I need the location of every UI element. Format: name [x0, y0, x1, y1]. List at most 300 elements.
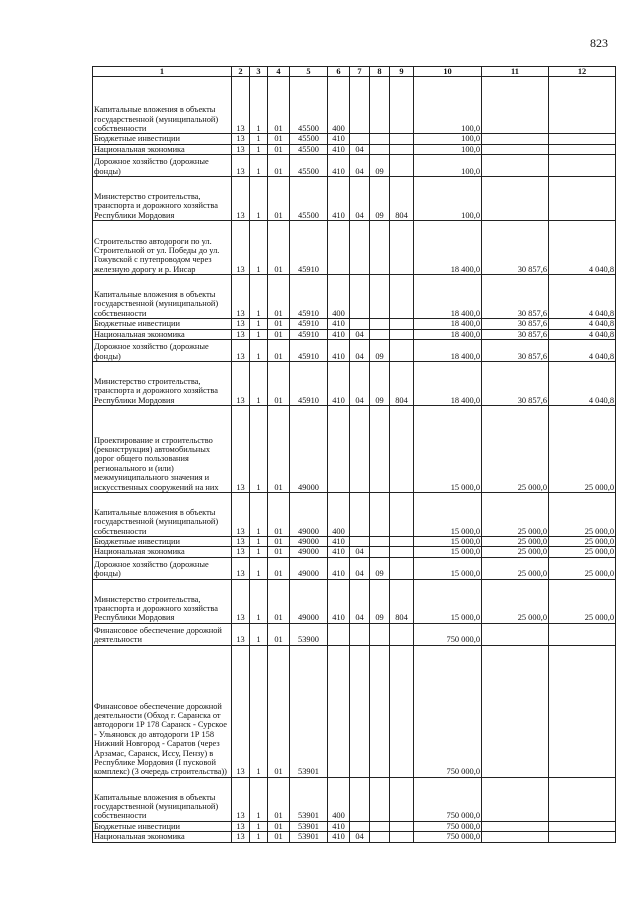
section-code-cell: 13 [232, 645, 250, 777]
target-article-cell: 45500 [290, 155, 328, 177]
amount-year-1-cell: 100,0 [414, 155, 482, 177]
ministry-code-cell [390, 777, 414, 821]
chapter-cell [350, 406, 370, 493]
section-code-cell: 13 [232, 777, 250, 821]
amount-year-2-cell: 30 857,6 [482, 362, 549, 406]
subsection-cell [370, 144, 390, 154]
header-cell: 5 [290, 67, 328, 77]
header-cell: 10 [414, 67, 482, 77]
section-code-cell: 13 [232, 623, 250, 645]
budget-table [92, 66, 616, 843]
subsection-cell [370, 221, 390, 275]
target-article-cell: 45910 [290, 275, 328, 319]
amount-year-2-cell: 30 857,6 [482, 340, 549, 362]
amount-year-3-cell [549, 623, 616, 645]
event-code-cell: 01 [268, 579, 290, 623]
target-article-cell: 45500 [290, 77, 328, 134]
expense-type-cell: 410 [328, 177, 350, 221]
amount-year-1-cell: 750 000,0 [414, 623, 482, 645]
target-article-cell: 49000 [290, 557, 328, 579]
event-code-cell: 01 [268, 493, 290, 537]
amount-year-2-cell [482, 155, 549, 177]
subsection-cell [370, 537, 390, 547]
target-article-cell: 45910 [290, 340, 328, 362]
amount-year-2-cell [482, 821, 549, 831]
table-row [93, 329, 616, 339]
event-code-cell: 01 [268, 177, 290, 221]
amount-year-2-cell [482, 777, 549, 821]
row-name-cell: Министерство строительства, транспорта и дорожного хозяйства Республики Мордовия [93, 579, 232, 623]
amount-year-2-cell: 30 857,6 [482, 275, 549, 319]
subprogram-code-cell: 1 [250, 821, 268, 831]
ministry-code-cell [390, 77, 414, 134]
chapter-cell [350, 134, 370, 144]
expense-type-cell [328, 221, 350, 275]
amount-year-1-cell: 100,0 [414, 77, 482, 134]
row-name-cell: Финансовое обеспечение дорожной деятельности [93, 623, 232, 645]
section-code-cell: 13 [232, 134, 250, 144]
amount-year-3-cell: 25 000,0 [549, 579, 616, 623]
table-row [93, 777, 616, 821]
section-code-cell: 13 [232, 362, 250, 406]
subsection-cell [370, 319, 390, 329]
subsection-cell [370, 406, 390, 493]
event-code-cell: 01 [268, 77, 290, 134]
header-cell: 4 [268, 67, 290, 77]
row-name-cell: Бюджетные инвестиции [93, 319, 232, 329]
amount-year-3-cell: 25 000,0 [549, 406, 616, 493]
amount-year-2-cell: 25 000,0 [482, 579, 549, 623]
amount-year-1-cell: 18 400,0 [414, 362, 482, 406]
ministry-code-cell [390, 547, 414, 557]
ministry-code-cell [390, 832, 414, 842]
row-name-cell: Министерство строительства, транспорта и дорожного хозяйства Республики Мордовия [93, 177, 232, 221]
subprogram-code-cell: 1 [250, 547, 268, 557]
target-article-cell: 45500 [290, 134, 328, 144]
amount-year-3-cell [549, 832, 616, 842]
subprogram-code-cell: 1 [250, 406, 268, 493]
expense-type-cell: 410 [328, 557, 350, 579]
target-article-cell: 45500 [290, 144, 328, 154]
event-code-cell: 01 [268, 645, 290, 777]
subsection-cell [370, 134, 390, 144]
header-cell: 2 [232, 67, 250, 77]
amount-year-1-cell: 18 400,0 [414, 275, 482, 319]
amount-year-3-cell [549, 155, 616, 177]
amount-year-1-cell: 750 000,0 [414, 821, 482, 831]
row-name-cell: Национальная экономика [93, 144, 232, 154]
row-name-cell: Бюджетные инвестиции [93, 537, 232, 547]
ministry-code-cell [390, 645, 414, 777]
table-row [93, 77, 616, 134]
amount-year-1-cell: 15 000,0 [414, 579, 482, 623]
subsection-cell [370, 275, 390, 319]
amount-year-3-cell: 25 000,0 [549, 537, 616, 547]
event-code-cell: 01 [268, 362, 290, 406]
chapter-cell [350, 77, 370, 134]
subprogram-code-cell: 1 [250, 221, 268, 275]
table-row [93, 155, 616, 177]
amount-year-1-cell: 18 400,0 [414, 221, 482, 275]
amount-year-2-cell: 25 000,0 [482, 557, 549, 579]
chapter-cell [350, 275, 370, 319]
event-code-cell: 01 [268, 557, 290, 579]
subprogram-code-cell: 1 [250, 275, 268, 319]
amount-year-2-cell: 25 000,0 [482, 493, 549, 537]
row-name-cell: Дорожное хозяйство (дорожные фонды) [93, 557, 232, 579]
section-code-cell: 13 [232, 579, 250, 623]
chapter-cell [350, 777, 370, 821]
event-code-cell: 01 [268, 275, 290, 319]
chapter-cell [350, 645, 370, 777]
expense-type-cell: 410 [328, 832, 350, 842]
target-article-cell: 49000 [290, 406, 328, 493]
event-code-cell: 01 [268, 329, 290, 339]
event-code-cell: 01 [268, 832, 290, 842]
row-name-cell: Национальная экономика [93, 547, 232, 557]
target-article-cell: 53901 [290, 832, 328, 842]
row-name-cell: Строительство автодороги по ул. Строительной от ул. Победы до ул. Гожувской с путепроводом через железную дорогу и р. Инсар [93, 221, 232, 275]
amount-year-1-cell: 15 000,0 [414, 493, 482, 537]
section-code-cell: 13 [232, 177, 250, 221]
section-code-cell: 13 [232, 319, 250, 329]
ministry-code-cell [390, 275, 414, 319]
subprogram-code-cell: 1 [250, 557, 268, 579]
expense-type-cell: 410 [328, 134, 350, 144]
target-article-cell: 45910 [290, 319, 328, 329]
ministry-code-cell: 804 [390, 177, 414, 221]
header-cell: 8 [370, 67, 390, 77]
row-name-cell: Национальная экономика [93, 832, 232, 842]
row-name-cell: Бюджетные инвестиции [93, 821, 232, 831]
row-name-cell: Капитальные вложения в объекты государственной (муниципальной) собственности [93, 275, 232, 319]
row-name-cell: Проектирование и строительство (реконструкция) автомобильных дорог общего пользования регионального и (или) межмуниципального значения и искусственных сооружений на них [93, 406, 232, 493]
ministry-code-cell [390, 623, 414, 645]
subsection-cell [370, 821, 390, 831]
chapter-cell [350, 821, 370, 831]
chapter-cell [350, 493, 370, 537]
event-code-cell: 01 [268, 406, 290, 493]
expense-type-cell: 410 [328, 340, 350, 362]
chapter-cell: 04 [350, 362, 370, 406]
expense-type-cell: 410 [328, 579, 350, 623]
target-article-cell: 49000 [290, 493, 328, 537]
amount-year-2-cell: 25 000,0 [482, 537, 549, 547]
expense-type-cell: 410 [328, 821, 350, 831]
ministry-code-cell [390, 493, 414, 537]
section-code-cell: 13 [232, 832, 250, 842]
header-cell: 11 [482, 67, 549, 77]
subprogram-code-cell: 1 [250, 155, 268, 177]
amount-year-2-cell [482, 832, 549, 842]
subprogram-code-cell: 1 [250, 177, 268, 221]
target-article-cell: 45500 [290, 177, 328, 221]
event-code-cell: 01 [268, 319, 290, 329]
expense-type-cell: 410 [328, 537, 350, 547]
subsection-cell [370, 777, 390, 821]
event-code-cell: 01 [268, 547, 290, 557]
amount-year-3-cell: 4 040,8 [549, 275, 616, 319]
table-row [93, 832, 616, 842]
target-article-cell: 49000 [290, 579, 328, 623]
target-article-cell: 53901 [290, 821, 328, 831]
ministry-code-cell: 804 [390, 362, 414, 406]
subprogram-code-cell: 1 [250, 134, 268, 144]
table-row [93, 406, 616, 493]
ministry-code-cell [390, 406, 414, 493]
row-name-cell: Дорожное хозяйство (дорожные фонды) [93, 340, 232, 362]
amount-year-2-cell [482, 144, 549, 154]
table-row [93, 221, 616, 275]
chapter-cell: 04 [350, 557, 370, 579]
subprogram-code-cell: 1 [250, 623, 268, 645]
subsection-cell [370, 547, 390, 557]
ministry-code-cell [390, 557, 414, 579]
amount-year-3-cell: 4 040,8 [549, 362, 616, 406]
amount-year-3-cell [549, 821, 616, 831]
target-article-cell: 53901 [290, 645, 328, 777]
subsection-cell: 09 [370, 155, 390, 177]
section-code-cell: 13 [232, 155, 250, 177]
table-row [93, 319, 616, 329]
header-row [93, 67, 616, 77]
amount-year-2-cell [482, 134, 549, 144]
table-row [93, 144, 616, 154]
chapter-cell: 04 [350, 177, 370, 221]
amount-year-1-cell: 18 400,0 [414, 340, 482, 362]
subsection-cell [370, 493, 390, 537]
table-row [93, 340, 616, 362]
table-row [93, 547, 616, 557]
amount-year-1-cell: 100,0 [414, 177, 482, 221]
amount-year-3-cell: 25 000,0 [549, 493, 616, 537]
section-code-cell: 13 [232, 537, 250, 547]
subsection-cell: 09 [370, 557, 390, 579]
ministry-code-cell [390, 537, 414, 547]
amount-year-1-cell: 18 400,0 [414, 319, 482, 329]
amount-year-1-cell: 15 000,0 [414, 557, 482, 579]
row-name-cell: Финансовое обеспечение дорожной деятельности (Обход г. Саранска от автодороги 1Р 178 Саранск - Сурское - Ульяновск до автодороги 1Р 158 Нижний Новгород - Саратов (через Арзамас, Саранск, Иссу, Пензу) в Республике Мордовия (I пусковой комплекс) (3 очередь строительства)) [93, 645, 232, 777]
expense-type-cell [328, 623, 350, 645]
chapter-cell: 04 [350, 579, 370, 623]
expense-type-cell: 410 [328, 547, 350, 557]
subsection-cell: 09 [370, 579, 390, 623]
table-row [93, 821, 616, 831]
expense-type-cell: 400 [328, 77, 350, 134]
amount-year-3-cell [549, 134, 616, 144]
chapter-cell [350, 221, 370, 275]
section-code-cell: 13 [232, 221, 250, 275]
expense-type-cell: 400 [328, 275, 350, 319]
subsection-cell: 09 [370, 177, 390, 221]
ministry-code-cell: 804 [390, 579, 414, 623]
amount-year-2-cell [482, 645, 549, 777]
amount-year-3-cell: 4 040,8 [549, 340, 616, 362]
chapter-cell [350, 623, 370, 645]
chapter-cell: 04 [350, 340, 370, 362]
subprogram-code-cell: 1 [250, 144, 268, 154]
table-row [93, 623, 616, 645]
amount-year-2-cell: 30 857,6 [482, 329, 549, 339]
amount-year-1-cell: 15 000,0 [414, 406, 482, 493]
row-name-cell: Капитальные вложения в объекты государственной (муниципальной) собственности [93, 77, 232, 134]
subsection-cell: 09 [370, 362, 390, 406]
amount-year-3-cell [549, 645, 616, 777]
event-code-cell: 01 [268, 144, 290, 154]
amount-year-1-cell: 750 000,0 [414, 832, 482, 842]
section-code-cell: 13 [232, 77, 250, 134]
page-number: 823 [590, 36, 608, 50]
amount-year-1-cell: 100,0 [414, 134, 482, 144]
target-article-cell: 45910 [290, 362, 328, 406]
ministry-code-cell [390, 329, 414, 339]
row-name-cell: Капитальные вложения в объекты государственной (муниципальной) собственности [93, 777, 232, 821]
expense-type-cell: 410 [328, 319, 350, 329]
section-code-cell: 13 [232, 493, 250, 537]
amount-year-1-cell: 15 000,0 [414, 547, 482, 557]
section-code-cell: 13 [232, 275, 250, 319]
expense-type-cell: 410 [328, 329, 350, 339]
amount-year-1-cell: 100,0 [414, 144, 482, 154]
row-name-cell: Капитальные вложения в объекты государственной (муниципальной) собственности [93, 493, 232, 537]
event-code-cell: 01 [268, 537, 290, 547]
amount-year-1-cell: 15 000,0 [414, 537, 482, 547]
subsection-cell [370, 832, 390, 842]
table-row [93, 557, 616, 579]
row-name-cell: Бюджетные инвестиции [93, 134, 232, 144]
amount-year-3-cell: 4 040,8 [549, 221, 616, 275]
row-name-cell: Дорожное хозяйство (дорожные фонды) [93, 155, 232, 177]
chapter-cell [350, 537, 370, 547]
header-cell: 3 [250, 67, 268, 77]
subprogram-code-cell: 1 [250, 645, 268, 777]
subsection-cell: 09 [370, 340, 390, 362]
subprogram-code-cell: 1 [250, 832, 268, 842]
amount-year-2-cell: 25 000,0 [482, 547, 549, 557]
amount-year-3-cell [549, 77, 616, 134]
amount-year-3-cell [549, 777, 616, 821]
subsection-cell [370, 77, 390, 134]
table-row [93, 537, 616, 547]
ministry-code-cell [390, 821, 414, 831]
table-row [93, 134, 616, 144]
subprogram-code-cell: 1 [250, 319, 268, 329]
subprogram-code-cell: 1 [250, 77, 268, 134]
header-cell: 9 [390, 67, 414, 77]
subprogram-code-cell: 1 [250, 493, 268, 537]
section-code-cell: 13 [232, 406, 250, 493]
target-article-cell: 45910 [290, 329, 328, 339]
row-name-cell: Национальная экономика [93, 329, 232, 339]
header-cell: 1 [93, 67, 232, 77]
chapter-cell: 04 [350, 155, 370, 177]
section-code-cell: 13 [232, 340, 250, 362]
event-code-cell: 01 [268, 134, 290, 144]
ministry-code-cell [390, 221, 414, 275]
chapter-cell: 04 [350, 144, 370, 154]
amount-year-1-cell: 750 000,0 [414, 777, 482, 821]
subprogram-code-cell: 1 [250, 340, 268, 362]
amount-year-1-cell: 750 000,0 [414, 645, 482, 777]
event-code-cell: 01 [268, 221, 290, 275]
target-article-cell: 45910 [290, 221, 328, 275]
section-code-cell: 13 [232, 821, 250, 831]
target-article-cell: 49000 [290, 537, 328, 547]
expense-type-cell [328, 406, 350, 493]
amount-year-1-cell: 18 400,0 [414, 329, 482, 339]
table-row [93, 177, 616, 221]
ministry-code-cell [390, 319, 414, 329]
amount-year-3-cell: 25 000,0 [549, 557, 616, 579]
chapter-cell: 04 [350, 329, 370, 339]
event-code-cell: 01 [268, 623, 290, 645]
header-cell: 6 [328, 67, 350, 77]
table-row [93, 362, 616, 406]
event-code-cell: 01 [268, 777, 290, 821]
amount-year-2-cell: 25 000,0 [482, 406, 549, 493]
amount-year-3-cell [549, 177, 616, 221]
target-article-cell: 53901 [290, 777, 328, 821]
section-code-cell: 13 [232, 329, 250, 339]
expense-type-cell: 410 [328, 144, 350, 154]
section-code-cell: 13 [232, 557, 250, 579]
amount-year-2-cell [482, 623, 549, 645]
target-article-cell: 49000 [290, 547, 328, 557]
expense-type-cell: 410 [328, 155, 350, 177]
event-code-cell: 01 [268, 340, 290, 362]
amount-year-3-cell: 4 040,8 [549, 319, 616, 329]
section-code-cell: 13 [232, 547, 250, 557]
subprogram-code-cell: 1 [250, 329, 268, 339]
header-cell: 12 [549, 67, 616, 77]
amount-year-2-cell: 30 857,6 [482, 221, 549, 275]
subprogram-code-cell: 1 [250, 777, 268, 821]
expense-type-cell [328, 645, 350, 777]
table-row [93, 645, 616, 777]
subprogram-code-cell: 1 [250, 537, 268, 547]
row-name-cell: Министерство строительства, транспорта и дорожного хозяйства Республики Мордовия [93, 362, 232, 406]
section-code-cell: 13 [232, 144, 250, 154]
target-article-cell: 53900 [290, 623, 328, 645]
chapter-cell [350, 319, 370, 329]
header-cell: 7 [350, 67, 370, 77]
expense-type-cell: 400 [328, 777, 350, 821]
table-row [93, 493, 616, 537]
subprogram-code-cell: 1 [250, 362, 268, 406]
subsection-cell [370, 623, 390, 645]
ministry-code-cell [390, 144, 414, 154]
amount-year-3-cell: 4 040,8 [549, 329, 616, 339]
chapter-cell: 04 [350, 832, 370, 842]
event-code-cell: 01 [268, 821, 290, 831]
subsection-cell [370, 329, 390, 339]
expense-type-cell: 410 [328, 362, 350, 406]
amount-year-3-cell [549, 144, 616, 154]
subsection-cell [370, 645, 390, 777]
expense-type-cell: 400 [328, 493, 350, 537]
amount-year-2-cell [482, 177, 549, 221]
amount-year-3-cell: 25 000,0 [549, 547, 616, 557]
amount-year-2-cell [482, 77, 549, 134]
event-code-cell: 01 [268, 155, 290, 177]
table-row [93, 275, 616, 319]
ministry-code-cell [390, 155, 414, 177]
table-row [93, 579, 616, 623]
ministry-code-cell [390, 340, 414, 362]
amount-year-2-cell: 30 857,6 [482, 319, 549, 329]
ministry-code-cell [390, 134, 414, 144]
chapter-cell: 04 [350, 547, 370, 557]
